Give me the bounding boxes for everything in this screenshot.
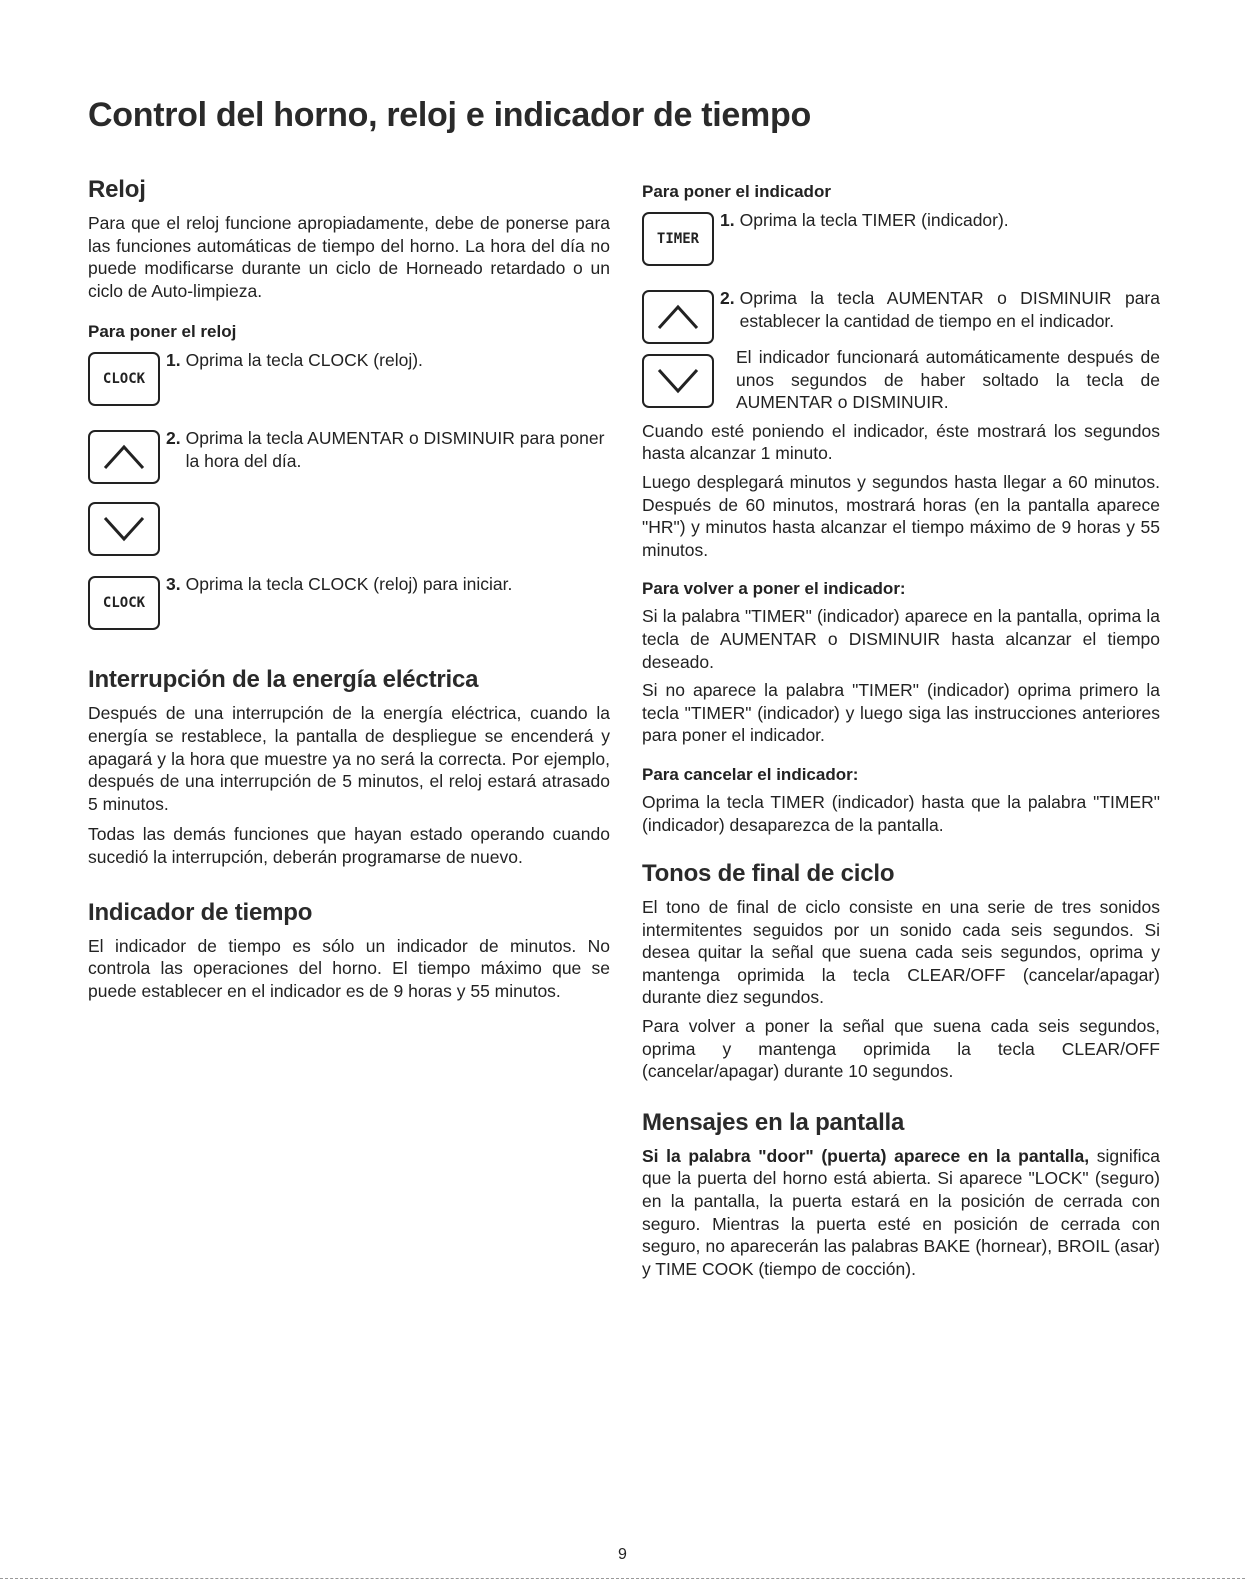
tonos-paragraph-2: Para volver a poner la señal que suena cada seis segundos, oprima y mantenga oprimida la tecla CLEAR/OFF (cancelar/apagar) durante 10 segundos. [642,1016,1160,1082]
reloj-down-key-row [88,502,610,556]
indicador-step-2 [642,290,1160,344]
indicador-step-1-text: Oprima la tecla TIMER (indicador). [739,210,1009,230]
mensajes-paragraph-1 [642,1145,1160,1281]
indicador-step-1 [642,212,1160,266]
up-key[interactable] [642,290,714,344]
reloj-step-1 [88,352,610,406]
poner-indicador-paragraph-2: Luego desplegará minutos y segundos hasta llegar a 60 minutos. Después de 60 minutos, mostrará horas (en la pantalla aparece "HR") y minutos hasta alcanzar el tiempo máximo de 9 horas y 55 minutos. [642,471,1160,560]
section-title-tonos: Tonos de final de ciclo [642,860,895,888]
interrupcion-paragraph-2: Todas las demás funciones que hayan estado operando cuando sucedió la interrupción, deberán programarse de nuevo. [88,824,610,867]
reloj-intro: Para que el reloj funcione apropiadamente, debe de ponerse para las funciones automáticas de tiempo del horno. La hora del día no puede modificarse durante un ciclo de Horneado retardado o un ciclo de Auto-limpieza. [88,213,610,301]
subtitle-volver-indicador: Para volver a poner el indicador: [642,579,906,599]
mensajes-lead: Si la palabra "door" (puerta) aparece en la pantalla, [642,1145,1090,1166]
step-number: 2. [720,288,735,308]
mensajes-body: significa que la puerta del horno está abierta. Si aparece "LOCK" (seguro) en la pantalla, la puerta estará en la posición de cerrada con seguro. Mientras la puerta esté en posición de cerrada con seguro, no aparecerán las palabras BAKE (hornear), BROIL (asar) y TIME COOK (tiempo de cocción). [642,1145,1160,1279]
down-key[interactable] [88,502,160,556]
indicador-paragraph-1: El indicador de tiempo es sólo un indicador de minutos. No controla las operaciones del horno. El tiempo máximo que se puede establecer en el indicador es de 9 horas y 55 minutos. [88,935,610,1001]
section-title-interrupcion: Interrupción de la energía eléctrica [88,666,479,694]
up-key[interactable] [88,430,160,484]
reloj-step-2 [88,430,610,484]
down-key[interactable] [642,354,714,408]
section-title-indicador: Indicador de tiempo [88,898,313,926]
section-title-mensajes: Mensajes en la pantalla [642,1108,905,1136]
reloj-step-2-text: Oprima la tecla AUMENTAR o DISMINUIR para poner la hora del día. [185,428,605,471]
indicador-step-2b-text: El indicador funcionará automáticamente después de unos segundos de haber soltado la tecla de AUMENTAR o DISMINUIR. [736,347,1160,413]
bottom-rule [0,1578,1245,1579]
subtitle-poner-indicador: Para poner el indicador [642,182,831,201]
clock-key[interactable]: CLOCK [88,576,160,630]
indicador-step-2b [642,347,1160,414]
page-number: 9 [618,1546,627,1563]
chevron-up-icon [655,302,701,332]
cancelar-indicador-paragraph-1: Oprima la tecla TIMER (indicador) hasta que la palabra "TIMER" (indicador) desaparezca de la pantalla. [642,791,1160,835]
step-number: 1. [720,210,735,230]
chevron-down-icon [101,514,147,544]
reloj-step-3 [88,576,610,630]
page-title: Control del horno, reloj e indicador de tiempo [88,96,811,134]
right-column [642,182,1160,1280]
timer-key[interactable]: TIMER [642,212,714,266]
subtitle-poner-reloj: Para poner el reloj [88,322,237,342]
step-number: 2. [166,428,181,449]
section-title-reloj: Reloj [88,176,146,203]
left-column [88,176,610,1002]
subtitle-cancelar-indicador: Para cancelar el indicador: [642,764,859,784]
step-number: 3. [166,574,181,595]
indicador-step-2-text: Oprima la tecla AUMENTAR o DISMINUIR para establecer la cantidad de tiempo en el indicador. [739,288,1160,331]
poner-indicador-paragraph-1: Cuando esté poniendo el indicador, éste mostrará los segundos hasta alcanzar 1 minuto. [642,420,1160,464]
step-number: 1. [166,350,181,371]
volver-indicador-paragraph-2: Si no aparece la palabra "TIMER" (indicador) oprima primero la tecla "TIMER" (indicador) y luego siga las instrucciones anteriores para poner el indicador. [642,680,1160,746]
reloj-step-3-text: Oprima la tecla CLOCK (reloj) para iniciar. [185,574,513,595]
interrupcion-paragraph-1: Después de una interrupción de la energía eléctrica, cuando la energía se restablece, la pantalla de despliegue se encenderá y apagará y la hora que muestre ya no será la correcta. Por ejemplo, después de una interrupción de 5 minutos, el reloj estará atrasado 5 minutos. [88,703,610,814]
clock-key[interactable]: CLOCK [88,352,160,406]
chevron-down-icon [655,366,701,396]
chevron-up-icon [101,442,147,472]
volver-indicador-paragraph-1: Si la palabra "TIMER" (indicador) aparece en la pantalla, oprima la tecla de AUMENTAR o DISMINUIR hasta alcanzar el tiempo deseado. [642,606,1160,672]
tonos-paragraph-1: El tono de final de ciclo consiste en una serie de tres sonidos intermitentes seguidos por un sonido cada seis segundos. Si desea quitar la señal que suena cada seis segundos, oprima y mantenga oprimida la tecla CLEAR/OFF (cancelar/apagar) durante diez segundos. [642,897,1160,1008]
reloj-step-1-text: Oprima la tecla CLOCK (reloj). [185,350,423,371]
